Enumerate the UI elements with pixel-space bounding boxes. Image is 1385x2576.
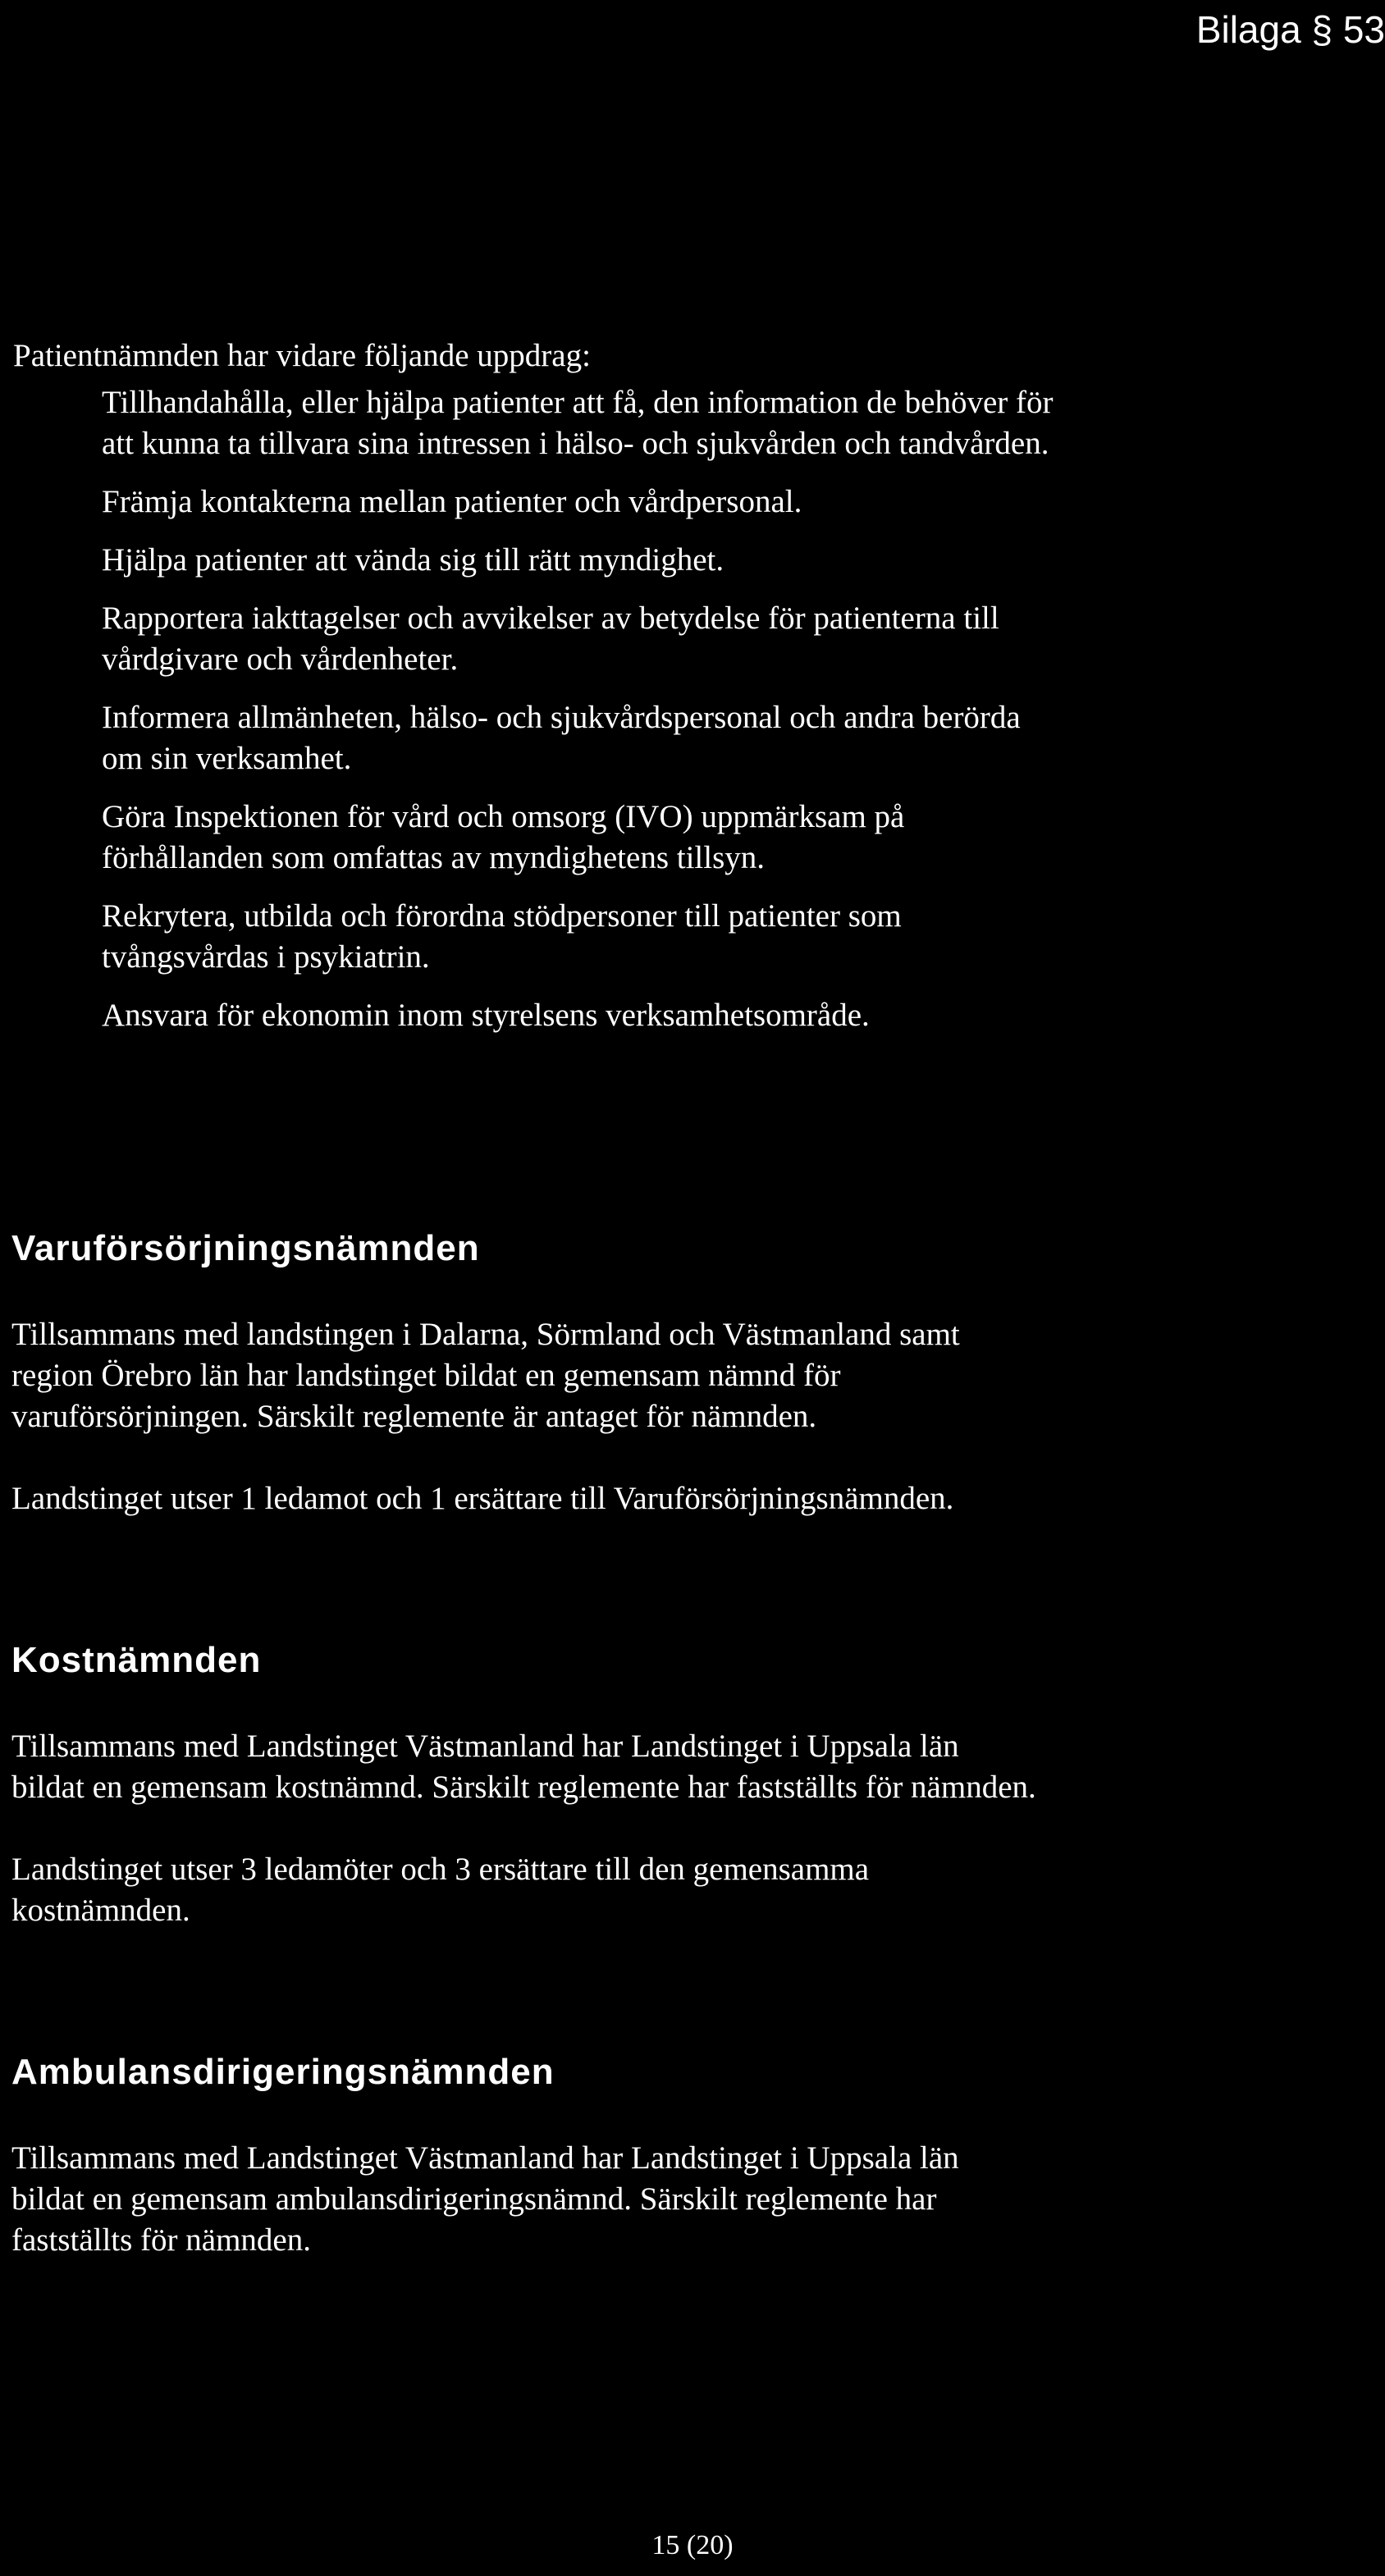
section-varuforsorjningsnamnden xyxy=(11,1224,1291,1560)
section-paragraph: Landstinget utser 1 ledamot och 1 ersättare till Varuförsörjningsnämnden. xyxy=(11,1481,954,1516)
patient-board-intro: Patientnämnden har vidare följande uppdrag: xyxy=(13,338,591,373)
section-ambulansdirigeringsnamnden xyxy=(11,2048,1291,2302)
section-paragraph: Landstinget utser 3 ledamöter och 3 ersättare till den gemensamma kostnämnden. xyxy=(11,1852,870,1928)
task-item: Göra Inspektionen för vård och omsorg (IVO) uppmärksam på förhållanden som omfattas av myndighetens tillsyn. xyxy=(102,799,905,875)
page-number: 15 (20) xyxy=(651,2530,734,2560)
patient-board-task-list xyxy=(102,382,1300,1053)
task-item: Ansvara för ekonomin inom styrelsens verksamhetsområde. xyxy=(102,998,870,1033)
task-item: Rapportera iakttagelser och avvikelser av betydelse för patienterna till vårdgivare och vårdenheter. xyxy=(102,601,999,677)
section-heading: Varuförsörjningsnämnden xyxy=(11,1228,480,1268)
task-item: Informera allmänheten, hälso- och sjukvårdspersonal och andra berörda om sin verksamhet. xyxy=(102,700,1021,776)
section-heading: Ambulansdirigeringsnämnden xyxy=(11,2052,555,2092)
task-item: Hjälpa patienter att vända sig till rätt myndighet. xyxy=(102,542,724,578)
task-item: Främja kontakterna mellan patienter och vårdpersonal. xyxy=(102,484,802,519)
section-heading: Kostnämnden xyxy=(11,1640,262,1680)
section-paragraph: Tillsammans med landstingen i Dalarna, Sörmland och Västmanland samt region Örebro län har landstinget bildat en gemensam nämnd för varuförsörjningen. Särskilt reglemente är antaget för nämnden. xyxy=(11,1317,960,1434)
section-kostnamnden xyxy=(11,1636,1291,1972)
attachment-label: Bilaga § 53 xyxy=(1195,8,1385,51)
task-item: Tillhandahålla, eller hjälpa patienter att få, den information de behöver för att kunna ta tillvara sina intressen i hälso- och sjukvården och tandvården. xyxy=(102,385,1054,461)
task-item: Rekrytera, utbilda och förordna stödpersoner till patienter som tvångsvårdas i psykiatrin. xyxy=(102,898,902,975)
section-paragraph: Tillsammans med Landstinget Västmanland har Landstinget i Uppsala län bildat en gemensam ambulansdirigeringsnämnd. Särskilt reglemente har fastställts för nämnden. xyxy=(11,2140,959,2258)
section-paragraph: Tillsammans med Landstinget Västmanland har Landstinget i Uppsala län bildat en gemensam kostnämnd. Särskilt reglemente har fastställts för nämnden. xyxy=(11,1729,1036,1805)
